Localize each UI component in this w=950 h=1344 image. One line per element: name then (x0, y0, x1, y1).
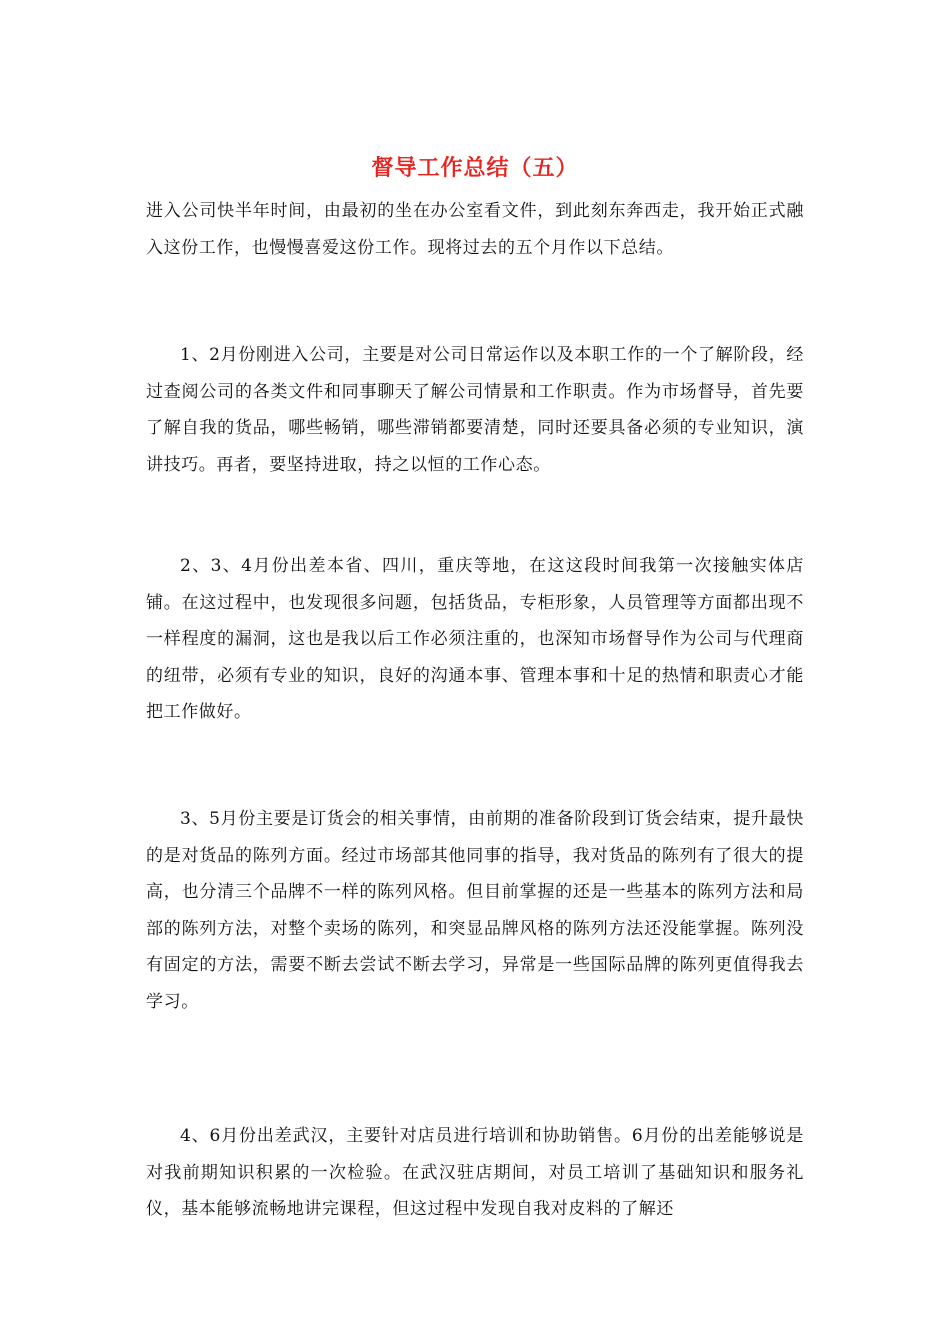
paragraph-2: 2、3、4月份出差本省、四川，重庆等地，在这这段时间我第一次接触实体店铺。在这过程中，也发现很多问题，包括货品，专柜形象，人员管理等方面都出现不一样程度的漏洞，这也是我以后工作必须注重的，也深知市场督导作为公司与代理商的纽带，必须有专业的知识，良好的沟通本事、管理本事和十足的热情和职责心才能把工作做好。 (146, 556, 804, 723)
paragraph-4: 4、6月份出差武汉，主要针对店员进行培训和协助销售。6月份的出差能够说是对我前期知识积累的一次检验。在武汉驻店期间，对员工培训了基础知识和服务礼仪，基本能够流畅地讲完课程，但这过程中发现自我对皮料的了解还 (146, 1126, 804, 1220)
intro-paragraph: 进入公司快半年时间，由最初的坐在办公室看文件，到此刻东奔西走，我开始正式融入这份工作，也慢慢喜爱这份工作。现将过去的五个月作以下总结。 (146, 201, 804, 258)
paragraph-1: 1、2月份刚进入公司，主要是对公司日常运作以及本职工作的一个了解阶段，经过查阅公司的各类文件和同事聊天了解公司情景和工作职责。作为市场督导，首先要了解自我的货品，哪些畅销，哪些滞销都要清楚，同时还要具备必须的专业知识，演讲技巧。再者，要坚持进取，持之以恒的工作心态。 (146, 345, 804, 475)
paragraph-3: 3、5月份主要是订货会的相关事情，由前期的准备阶段到订货会结束，提升最快的是对货品的陈列方面。经过市场部其他同事的指导，我对货品的陈列有了很大的提高，也分清三个品牌不一样的陈列风格。但目前掌握的还是一些基本的陈列方法和局部的陈列方法，对整个卖场的陈列，和突显品牌风格的陈列方法还没能掌握。陈列没有固定的方法，需要不断去尝试不断去学习，异常是一些国际品牌的陈列更值得我去学习。 (146, 809, 804, 1012)
document-title: 督导工作总结（五） (371, 155, 579, 181)
